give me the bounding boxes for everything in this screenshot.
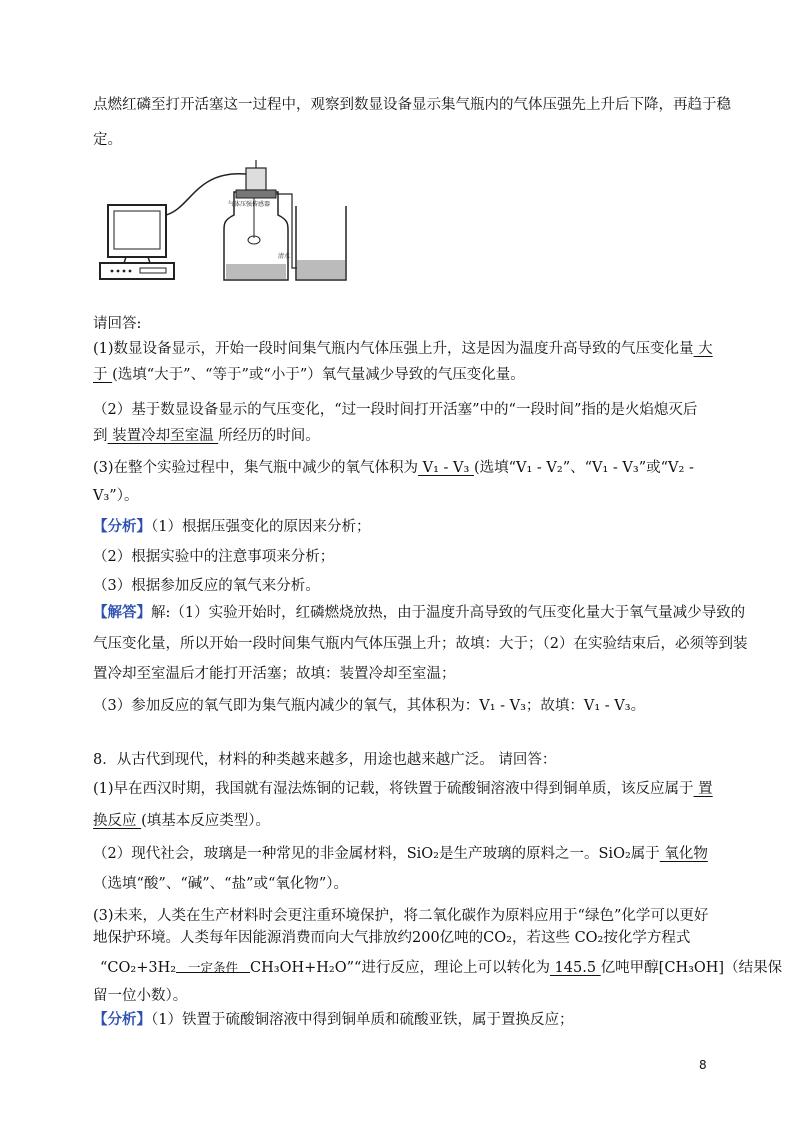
- data-logger-base: [100, 263, 174, 279]
- q7-prompt: 请回答:: [93, 316, 142, 332]
- sensor-label: 气体压强传感器: [228, 201, 271, 208]
- q8-part2-line1: （2）现代社会，玻璃是一种常见的非金属材料，SiO₂是生产玻璃的原料之一。SiO₂属于 氧化物: [93, 846, 708, 862]
- q8-part1-line2: 换反应 (填基本反应类型）。: [93, 813, 271, 829]
- q7-part2-answer: 装置冷却至室温: [107, 428, 219, 444]
- q8-part3-answer: 145.5: [549, 960, 601, 976]
- q7-part1-line2: 于 (选填“大于”、“等于”或“小于”）氧气量减少导致的气压变化量。: [93, 367, 525, 383]
- page-number: 8: [699, 1058, 707, 1072]
- equation-right: CH₃OH+H₂O”“进行反应，理论上可以转化为: [250, 960, 550, 976]
- q7-part2-line1: （2）基于数显设备显示的气压变化，“过一段时间打开活塞”中的“一段时间”指的是火焰熄灭后: [93, 402, 698, 418]
- solution-tag: 【解答】: [93, 604, 151, 621]
- equation-left: “CO₂+3H₂: [100, 960, 177, 976]
- water-beaker: [296, 206, 346, 280]
- q7-part3-answer: V₁ - V₃: [418, 460, 474, 476]
- equation-condition: 一定条件: [188, 960, 239, 975]
- intro-line-1: 点燃红磷至打开活塞这一过程中，观察到数显设备显示集气瓶内的气体压强先上升后下降，再趋于稳: [93, 97, 731, 113]
- experiment-apparatus-figure: [96, 160, 356, 286]
- q7-part1-answer-b: 于: [93, 367, 113, 383]
- q8-part2-answer: 氧化物: [659, 846, 708, 862]
- q8-equation-line: “CO₂+3H₂ 一定条件 CH₃OH+H₂O”“进行反应，理论上可以转化为 145.5 亿吨甲醇[CH₃OH]（结果保: [100, 960, 783, 976]
- q7-part3-line2: V₃”）。: [93, 488, 139, 504]
- intro-line-2: 定。: [93, 132, 122, 148]
- q7-solution-line1: 【解答】解:（1）实验开始时，红磷燃烧放热，由于温度升高导致的气压变化量大于氧气量减少导致的: [93, 604, 746, 621]
- q7-part3-line1: (3)在整个实验过程中，集气瓶中减少的氧气体积为 V₁ - V₃ (选填“V₁ - V₂”、“V₁ - V₃”或“V₂ -: [93, 460, 694, 476]
- q8-part2-line2: （选填“酸”、“碱”、“盐”或“氧化物”）。: [93, 876, 349, 892]
- q8-stem: 8．从古代到现代，材料的种类越来越多，用途也越来越广泛。 请回答：: [93, 752, 557, 768]
- q7-solution-line3: 置冷却至室温后才能打开活塞；故填：装置冷却至室温；: [93, 666, 456, 682]
- q7-part1-line1: (1)数显设备显示，开始一段时间集气瓶内气体压强上升，这是因为温度升高导致的气压变化量 大: [93, 341, 713, 357]
- q8-part1-answer-b: 换反应: [93, 813, 142, 829]
- q7-analysis-line3: （3）根据参加反应的氧气来分析。: [93, 578, 320, 594]
- analysis-tag: 【分析】: [93, 518, 151, 535]
- q8-part1-line1: (1)早在西汉时期，我国就有湿法炼铜的记载，将铁置于硫酸铜溶液中得到铜单质，该反应属于 置: [93, 781, 713, 797]
- q7-solution-line4: （3）参加反应的氧气即为集气瓶内减少的氧气，其体积为：V₁ - V₃；故填：V₁ - V₃。: [93, 698, 646, 714]
- pressure-sensor: [246, 160, 266, 190]
- q7-part2-line2: 到 装置冷却至室温 所经历的时间。: [93, 428, 320, 444]
- q8-analysis-line1: 【分析】（1）铁置于硫酸铜溶液中得到铜单质和硫酸亚铁，属于置换反应；: [93, 1011, 574, 1028]
- q8-part1-answer-a: 置: [693, 781, 713, 797]
- q8-part3-line4: 留一位小数）。: [93, 988, 188, 1004]
- computer-monitor: [108, 205, 166, 263]
- q7-solution-line2: 气压变化量，所以开始一段时间集气瓶内气体压强上升；故填：大于；（2）在实验结束后，必须等到装: [93, 636, 748, 652]
- q7-analysis-line2: （2）根据实验中的注意事项来分析；: [93, 549, 335, 565]
- q8-part3-line1: (3)未来，人类在生产材料时会更注重环境保护，将二氧化碳作为原料应用于“绿色”化学可以更好: [93, 908, 709, 924]
- q8-part3-line2: 地保护环境。人类每年因能源消费而向大气排放约200亿吨的CO₂，若这些 CO₂按化学方程式: [93, 930, 691, 946]
- equation-arrow: [176, 960, 250, 978]
- q8-analysis-tag: 【分析】: [93, 1011, 151, 1028]
- q7-analysis-line1: 【分析】（1）根据压强变化的原因来分析；: [93, 518, 371, 535]
- water-label: 清水: [278, 253, 291, 260]
- q7-part1-answer-a: 大: [693, 341, 713, 357]
